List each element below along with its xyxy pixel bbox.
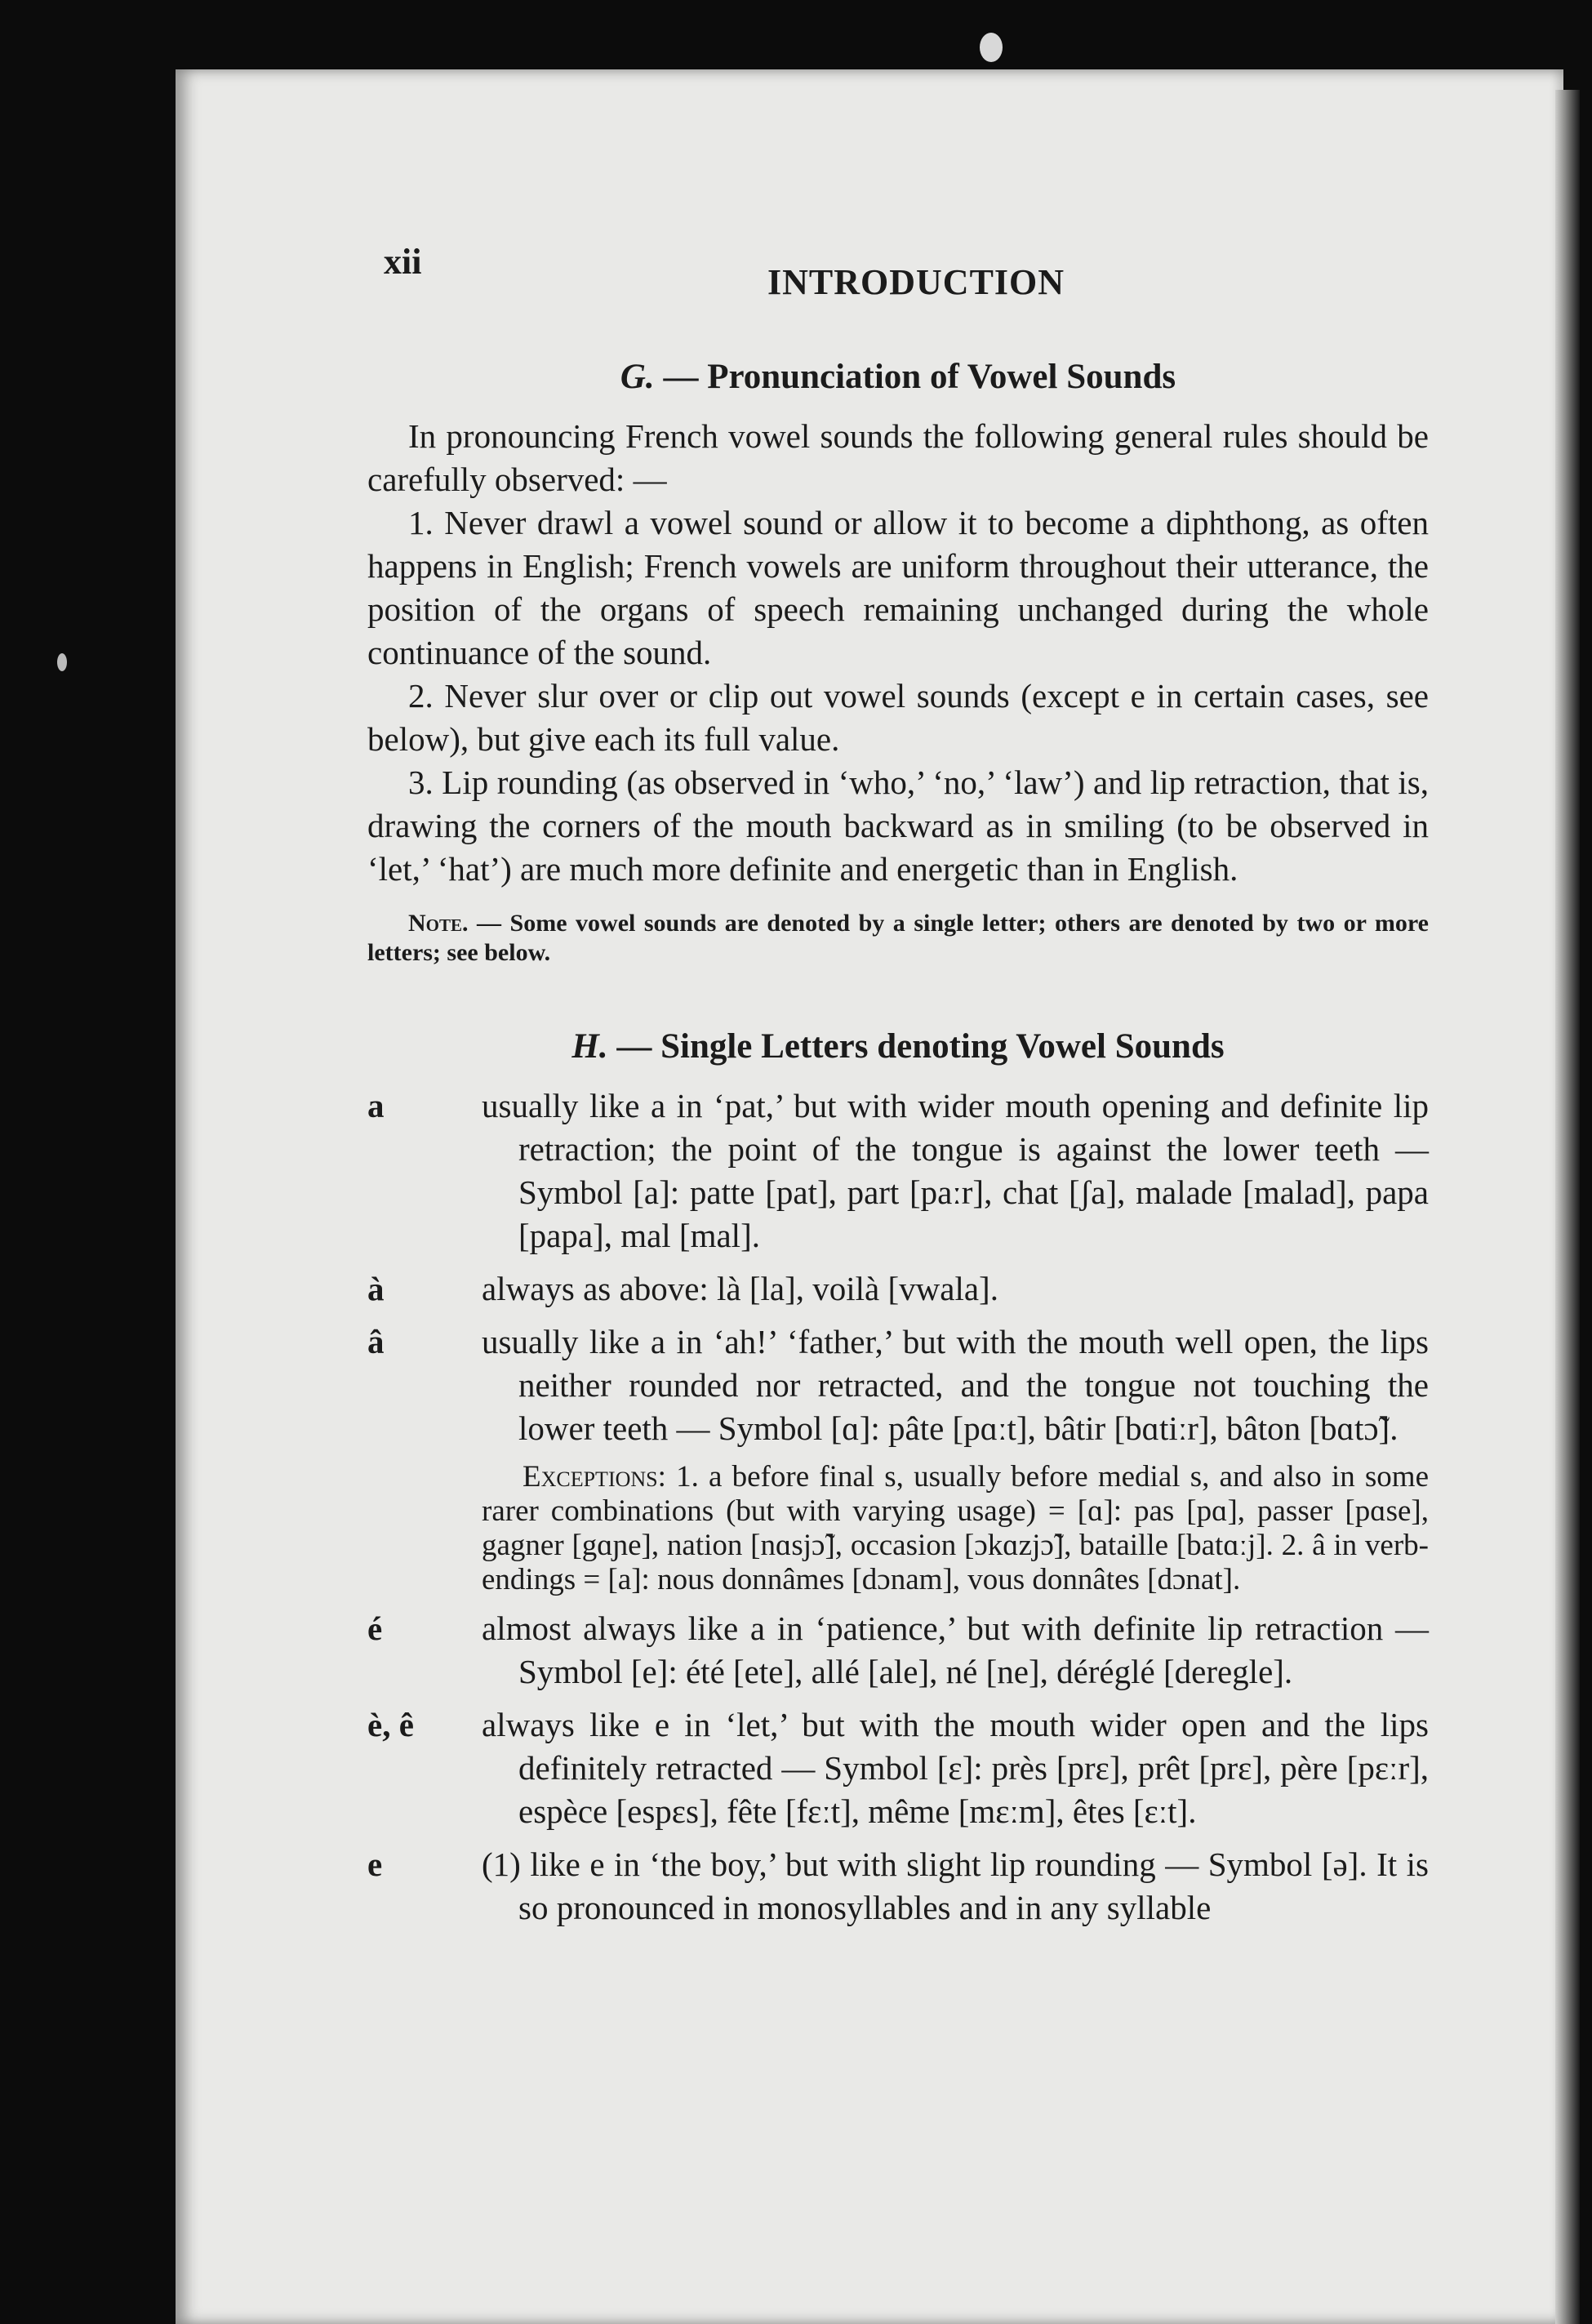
scan-artifact bbox=[980, 33, 1003, 62]
section-g-letter: G. bbox=[620, 358, 655, 396]
page-body bbox=[367, 355, 1429, 1930]
note-label: Note. bbox=[408, 910, 469, 937]
section-g-heading bbox=[367, 355, 1429, 398]
entry-e-acute bbox=[367, 1607, 1429, 1694]
entry-a-grave bbox=[367, 1267, 1429, 1311]
rule-3: 3. Lip rounding (as observed in ‘who,’ ‘no,’ ‘law’) and lip retraction, that is, drawing the corners of the mouth backward as in smiling (to be observed in ‘let,’ ‘hat’) are much more definite and energetic than in English. bbox=[367, 764, 1429, 888]
entry-key: è, ê bbox=[367, 1706, 414, 1743]
entry-key: à bbox=[367, 1270, 385, 1307]
page-number: xii bbox=[384, 242, 422, 282]
running-head bbox=[384, 241, 1551, 302]
running-title: INTRODUCTION bbox=[767, 262, 1065, 302]
note bbox=[367, 909, 1429, 968]
entry-definition: always like e in ‘let,’ but with the mouth wider open and the lips definitely retracted — Symbol [ɛ]: près [prɛ], prêt [prɛ], père [pɛːr], espèce [espɛs], fête [fɛːt], même [mɛːm], êtes [ɛːt]. bbox=[482, 1706, 1429, 1830]
entry-key: â bbox=[367, 1323, 385, 1360]
scan-artifact bbox=[57, 653, 67, 671]
entry-definition: always as above: là [la], voilà [vwala]. bbox=[482, 1270, 998, 1307]
entry-key: e bbox=[367, 1845, 383, 1883]
exceptions bbox=[482, 1460, 1429, 1597]
exceptions-label: Exceptions bbox=[523, 1460, 658, 1494]
entry-key: é bbox=[367, 1609, 383, 1647]
section-h-letter: H. bbox=[571, 1027, 608, 1066]
rule-2: 2. Never slur over or clip out vowel sounds (except e in certain cases, see below), but give each its full value. bbox=[367, 677, 1429, 758]
page-edge bbox=[1555, 90, 1580, 2324]
entry-definition: usually like a in ‘ah!’ ‘father,’ but with the mouth well open, the lips neither rounded nor retracted, and the tongue not touching the lower teeth — Symbol [ɑ]: pâte [pɑːt], bâtir [bɑtiːr], bâton [bɑtɔ̃]. bbox=[482, 1323, 1429, 1447]
section-g-title: — Pronunciation of Vowel Sounds bbox=[663, 358, 1176, 396]
rule-1: 1. Never drawl a vowel sound or allow it to become a diphthong, as often happens in English; French vowels are uniform throughout their utterance, the position of the organs of speech remaining unchanged during the whole continuance of the sound. bbox=[367, 504, 1429, 671]
entry-definition: usually like a in ‘pat,’ but with wider mouth opening and definite lip retraction; the point of the tongue is against the lower teeth — Symbol [a]: patte [pat], part [paːr], chat [ʃa], malade [malad], papa [papa], mal [mal]. bbox=[482, 1087, 1429, 1254]
section-h-heading bbox=[367, 1025, 1429, 1068]
entry-definition: (1) like e in ‘the boy,’ but with slight lip rounding — Symbol [ə]. It is so pronounced in monosyllables and in any syllable bbox=[482, 1845, 1429, 1926]
entry-e-grave-circumflex bbox=[367, 1703, 1429, 1833]
entry-definition: almost always like a in ‘patience,’ but with definite lip retraction — Symbol [e]: été [ete], allé [ale], né [ne], déréglé [deregle]. bbox=[482, 1609, 1429, 1690]
entry-a-circumflex bbox=[367, 1320, 1429, 1450]
section-h-title: — Single Letters denoting Vowel Sounds bbox=[616, 1027, 1225, 1066]
entry-e bbox=[367, 1843, 1429, 1930]
exceptions-text: : 1. a before final s, usually before medial s, and also in some rarer combinations (but with varying usage) = [ɑ]: pas [pɑ], passer [pɑse], gagner [gɑɲe], nation [nɑsjɔ̃], occasion [ɔkɑzjɔ̃], bataille [batɑːj]. 2. â in verb-endings = [a]: nous donnâmes [dɔnam], vous donnâtes [dɔnat]. bbox=[482, 1460, 1429, 1596]
entry-key: a bbox=[367, 1087, 385, 1124]
note-text: — Some vowel sounds are denoted by a single letter; others are denoted by two or more letters; see below. bbox=[367, 910, 1429, 966]
entry-a bbox=[367, 1084, 1429, 1258]
section-g-intro: In pronouncing French vowel sounds the following general rules should be carefully observed: — bbox=[367, 417, 1429, 498]
